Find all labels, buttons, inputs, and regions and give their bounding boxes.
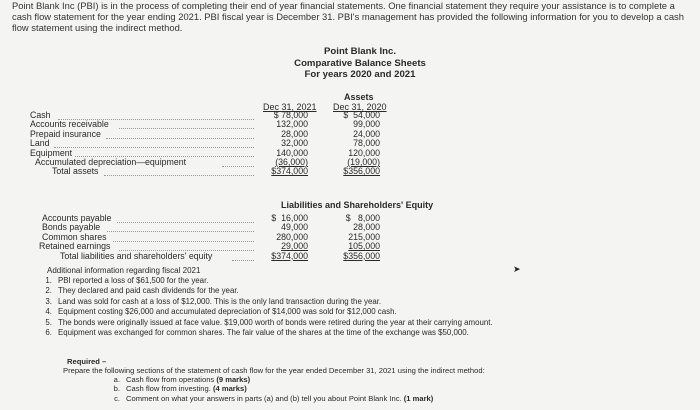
liability-value-2021: 29,000 [281,241,308,252]
assets-heading: Assets [344,92,374,102]
asset-label: Equipment [30,147,73,158]
liability-label: Bonds payable [42,222,101,233]
liabilities-2020-column [330,214,380,261]
list-item: c. Comment on what your answers in parts (a) and (b) tell you about Point Blank Inc. (1 mark) [114,393,434,403]
asset-value-2021: 132,000 [276,119,308,130]
assets-2020-column [330,111,380,177]
liability-value-2021: $ 16,000 [271,213,308,223]
statement-title: Comparative Balance Sheets [294,57,426,69]
list-item: 1. PBI reported a loss of $61,500 for the year. [45,276,209,285]
asset-value-2020: $ 54,000 [343,110,380,120]
total-assets-2021: $374,000 [271,166,308,177]
required-heading: Required – [67,357,107,366]
additional-info-list [40,276,493,338]
liability-label: Retained earnings [39,241,111,252]
asset-value-2020: 99,000 [353,119,380,130]
asset-label: Accounts receivable [30,119,109,130]
liability-label: Common shares [42,231,107,242]
list-item: 3. Land was sold for cash at a loss of $12,000. This is the only land transaction during the year. [45,296,382,306]
assets-labels [30,111,186,177]
liability-label: Accounts payable [42,213,112,223]
company-name: Point Blank Inc. [324,46,396,57]
list-item: b. Cash flow from investing. (4 marks) [113,384,247,394]
leader-dots [107,231,254,232]
asset-label: Accumulated depreciation—equipment [35,157,187,168]
leader-dots [54,147,254,148]
leader-dots [113,241,254,242]
list-item: 2. They declared and paid cash dividends for the year. [45,286,239,296]
leader-dots [232,260,254,261]
leader-dots [117,222,254,223]
total-liabilities-2020: $356,000 [343,250,380,261]
asset-value-2020: (19,000) [347,157,380,168]
column-header-2021: Dec 31, 2021 [263,102,317,112]
liability-value-2020: 28,000 [353,222,380,233]
required-prompt: Prepare the following sections of the statement of cash flow for the year ended December 31, 2021 using the indirect method: [63,366,485,375]
statement-header [260,46,460,81]
asset-value-2020: 24,000 [353,128,380,139]
total-assets-2020: $356,000 [343,166,380,177]
leader-dots [119,250,254,251]
asset-label: Cash [30,110,51,120]
additional-info-heading: Additional information regarding fiscal 2021 [47,266,201,275]
asset-value-2021: 28,000 [281,128,308,139]
leader-dots [104,175,254,176]
asset-value-2021: $ 78,000 [273,110,308,120]
leader-dots [75,156,254,157]
liability-value-2020: 215,000 [348,231,380,242]
asset-value-2021: 140,000 [276,147,308,158]
leader-dots [58,119,254,120]
column-header-2020: Dec 31, 2020 [333,102,387,112]
required-list [112,375,433,403]
asset-label: Land [30,138,50,149]
liability-value-2020: $ 8,000 [345,213,380,223]
total-assets-label: Total assets [52,166,99,177]
leader-dots [222,166,254,167]
list-item: a. Cash flow from operations (9 marks) [113,375,251,384]
liabilities-heading: Liabilities and Shareholders' Equity [281,200,434,210]
liability-value-2021: 49,000 [281,222,308,233]
list-item: 4. Equipment costing $26,000 and accumulated depreciation of $14,000 was sold for $12,000 cash. [45,307,397,317]
total-liabilities-label: Total liabilities and shareholders' equity [60,250,213,261]
intro-paragraph: Point Blank Inc (PBI) is in the process of completing their end of year financial statements. One financial statement they require your assistance is to complete a cash flow statement for the year ending 2021. PBI fiscal year is December 31. PBI's management has provided the following information for you to develop a cash flow statement using the indirect method. [12,0,684,33]
list-item: 6. Equipment was exchanged for common shares. The fair value of the shares at the time of the exchange was $50,000. [45,328,469,338]
asset-value-2021: 32,000 [281,138,308,149]
liability-value-2021: 280,000 [276,231,308,242]
leader-dots [119,128,254,129]
asset-value-2020: 78,000 [353,138,380,149]
liability-value-2020: 105,000 [348,241,380,252]
cursor-arrow-icon: ➤ [513,264,521,274]
total-liabilities-2021: $374,000 [271,250,308,261]
statement-period: For years 2020 and 2021 [304,69,416,80]
asset-value-2021: (36,000) [275,157,308,168]
list-item: 5. The bonds were originally issued at face value. $19,000 worth of bonds were retired during the year at their carrying amount. [45,317,493,327]
assets-2021-column [258,111,308,177]
liabilities-2021-column [258,214,308,261]
asset-label: Prepaid insurance [30,128,101,139]
leader-dots [106,138,254,139]
asset-value-2020: 120,000 [348,147,380,158]
